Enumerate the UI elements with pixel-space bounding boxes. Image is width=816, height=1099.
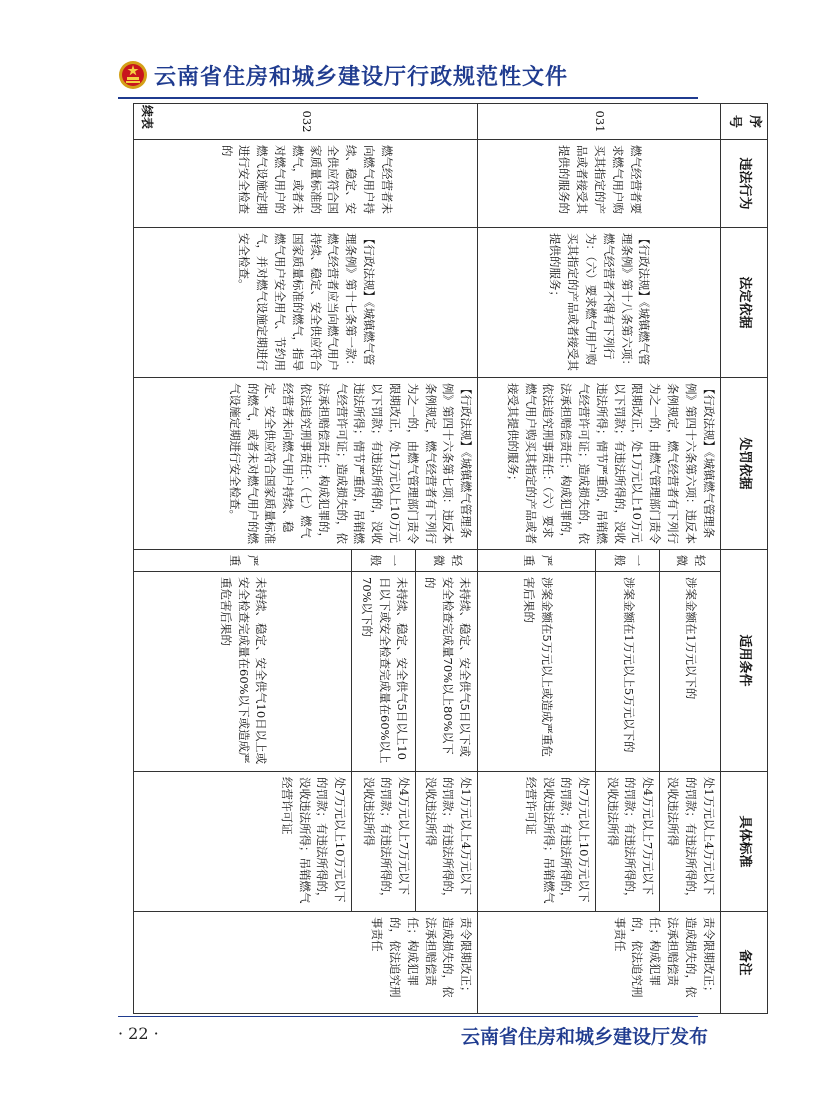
standard-cell: 处1万元以上4万元以下的罚款；有违法所得的，没收违法所得	[660, 772, 720, 912]
column-header-standard: 具体标准	[720, 772, 767, 912]
severity-label: 严重	[134, 550, 352, 572]
column-header-note: 备注	[720, 912, 767, 1014]
footer-divider	[118, 1016, 698, 1017]
severity-label: 一般	[352, 550, 416, 572]
entry-note: 责令限期改正；造成损失的，依法承担赔偿责任；构成犯罪的，依法追究刑事责任	[134, 912, 478, 1014]
table-row	[660, 104, 720, 1014]
table-header-row	[720, 104, 767, 1014]
rotated-table-area	[128, 103, 768, 1013]
standard-cell: 处1万元以上4万元以下的罚款；有违法所得的，没收违法所得	[416, 772, 478, 912]
entry-note: 责令限期改正；造成损失的，依法承担赔偿责任；构成犯罪的，依法追究刑事责任	[478, 912, 720, 1014]
document-header	[118, 58, 698, 94]
continued-label: 续表	[140, 105, 154, 130]
standard-cell: 处4万元以上7万元以下的罚款；有违法所得的，没收违法所得	[352, 772, 416, 912]
entry-legal-basis: 【行政法规】《城镇燃气管理条例》第十八条第六项：燃气经营者不得有下列行为：（六）要求燃气用户购买其指定的产品或者接受其提供的服务；	[478, 228, 720, 378]
column-header-penalty-basis: 处罚依据	[720, 378, 767, 550]
column-header-violation: 违法行为	[720, 140, 767, 228]
header-divider	[118, 97, 698, 99]
condition-cell: 涉案金额在5万元以上或造成严重危害后果的	[478, 572, 596, 772]
publisher-footer: 云南省住房和城乡建设厅发布	[460, 1026, 708, 1048]
entry-number: 032	[134, 104, 478, 140]
column-header-number: 序号	[720, 104, 767, 140]
severity-label: 一般	[596, 550, 660, 572]
standard-cell: 处7万元以上10万元以下的罚款；有违法所得的，没收违法所得；吊销燃气经营许可证	[478, 772, 596, 912]
national-emblem-icon	[118, 60, 148, 90]
condition-cell: 涉案金额在1万元以上5万元以下的	[596, 572, 660, 772]
condition-cell: 未持续、稳定、安全供气10日以上或安全检查完成量在60%以下或造成严重危害后果的	[134, 572, 352, 772]
entry-legal-basis: 【行政法规】《城镇燃气管理条例》第十七条第一款：燃气经营者应当向燃气用户持续、稳定、安全供应符合国家质量标准的燃气，指导燃气用户安全用气、节约用气，并对燃气设施定期进行安全检查。	[134, 228, 478, 378]
column-header-condition: 适用条件	[720, 550, 767, 772]
table-row	[416, 104, 478, 1014]
standard-cell: 处7万元以上10万元以下的罚款；有违法所得的，没收违法所得；吊销燃气经营许可证	[134, 772, 352, 912]
entry-violation: 燃气经营者要求燃气用户购买其指定的产品或者接受其提供的服务的	[478, 140, 720, 228]
document-header-title: 云南省住房和城乡建设厅行政规范性文件	[154, 65, 569, 90]
rotated-table-content	[128, 103, 768, 1013]
severity-label: 轻微	[660, 550, 720, 572]
penalty-table	[133, 103, 768, 1014]
column-header-legal-basis: 法定依据	[720, 228, 767, 378]
severity-label: 严重	[478, 550, 596, 572]
entry-penalty-basis: 【行政法规】《城镇燃气管理条例》第四十六条第七项：违反本条例规定，燃气经营者有下列行为之一的，由燃气管理部门责令限期改正，处1万元以上10万元以下罚款；有违法所得的，没收违法所得；情节严重的，吊销燃气经营许可证；造成损失的，依法承担赔偿责任；构成犯罪的，依法追究刑事责任：（七）燃气经营者未向燃气用户持续、稳定、安全供应符合国家质量标准的燃气，或者未对燃气用户的燃气设施定期进行安全检查。	[134, 378, 478, 550]
severity-label: 轻微	[416, 550, 478, 572]
page-number: · 22 ·	[118, 1024, 159, 1043]
entry-violation: 燃气经营者未向燃气用户持续、稳定、安全供应符合国家质量标准的燃气，或者未对燃气用户的燃气设施定期进行安全检查的	[134, 140, 478, 228]
condition-cell: 涉案金额在1万元以下的	[660, 572, 720, 772]
standard-cell: 处4万元以上7万元以下的罚款；有违法所得的，没收违法所得	[596, 772, 660, 912]
condition-cell: 未持续、稳定、安全供气5日以上10日以下或安全检查完成量在60%以上70%以下的	[352, 572, 416, 772]
entry-penalty-basis: 【行政法规】《城镇燃气管理条例》第四十六条第六项：违反本条例规定，燃气经营者有下列行为之一的，由燃气管理部门责令限期改正，处1万元以上10万元以下罚款；有违法所得的，没收违法所得；情节严重的，吊销燃气经营许可证；造成损失的，依法承担赔偿责任；构成犯罪的，依法追究刑事责任：（六）要求燃气用户购买其指定的产品或者接受其提供的服务；	[478, 378, 720, 550]
condition-cell: 未持续、稳定、安全供气5日以下或安全检查完成量70%以上80%以下的	[416, 572, 478, 772]
entry-number: 031	[478, 104, 720, 140]
